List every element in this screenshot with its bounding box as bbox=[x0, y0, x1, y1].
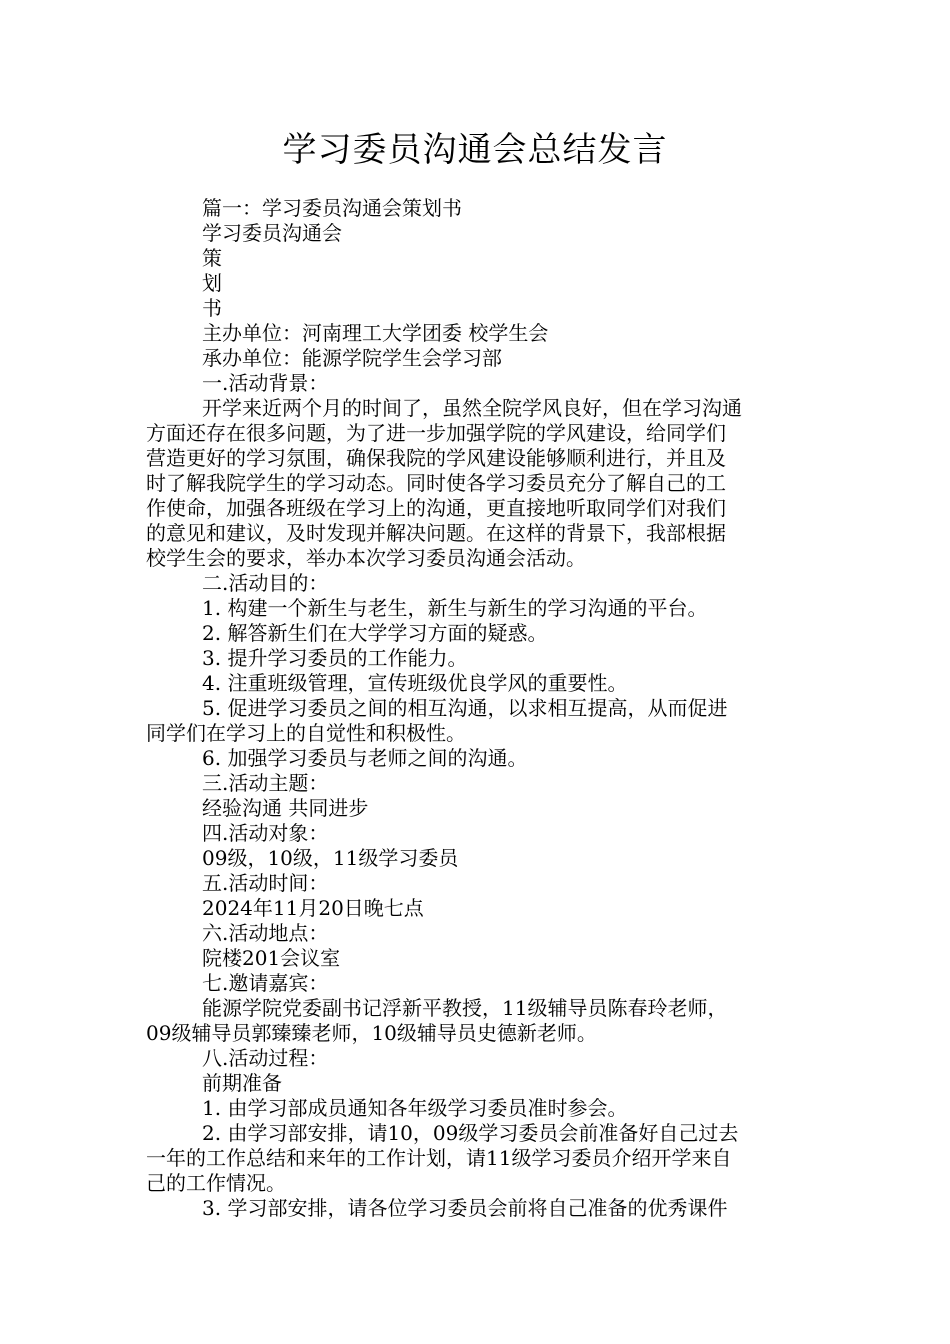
section-heading: 四.活动对象： bbox=[202, 821, 329, 845]
list-item: 6. 加强学习委员与老师之间的沟通。 bbox=[202, 746, 528, 770]
list-item: 2. 由学习部安排，请10，09级学习委员会前准备好自己过去 bbox=[202, 1121, 739, 1145]
paragraph-line: 校学生会的要求，举办本次学习委员沟通会活动。 bbox=[146, 546, 586, 570]
text-line: 学习委员沟通会 bbox=[202, 221, 342, 245]
list-item: 1. 由学习部成员通知各年级学习委员准时参会。 bbox=[202, 1096, 628, 1120]
section-heading: 六.活动地点： bbox=[202, 921, 329, 945]
section-heading: 二.活动目的： bbox=[202, 571, 329, 595]
list-item-continuation: 一年的工作总结和来年的工作计划，请11级学习委员介绍开学来自 bbox=[146, 1146, 732, 1170]
text-line: 2024年11月20日晚七点 bbox=[202, 896, 424, 920]
text-line: 主办单位：河南理工大学团委 校学生会 bbox=[202, 321, 549, 345]
paragraph-line: 09级辅导员郭臻臻老师，10级辅导员史德新老师。 bbox=[146, 1021, 597, 1045]
list-item-continuation: 己的工作情况。 bbox=[146, 1171, 286, 1195]
paragraph-line: 开学来近两个月的时间了，虽然全院学风良好，但在学习沟通 bbox=[202, 396, 742, 420]
list-item: 3. 学习部安排，请各位学习委员会前将自己准备的优秀课件 bbox=[202, 1196, 728, 1220]
paragraph-line: 营造更好的学习氛围，确保我院的学风建设能够顺利进行，并且及 bbox=[146, 446, 726, 470]
document-title: 学习委员沟通会总结发言 bbox=[282, 130, 668, 170]
text-line: 划 bbox=[202, 271, 222, 295]
text-line: 策 bbox=[202, 246, 222, 270]
section-heading: 五.活动时间： bbox=[202, 871, 329, 895]
text-line: 承办单位：能源学院学生会学习部 bbox=[202, 346, 502, 370]
list-item: 1. 构建一个新生与老生，新生与新生的学习沟通的平台。 bbox=[202, 596, 708, 620]
text-line: 书 bbox=[202, 296, 222, 320]
paragraph-line: 能源学院党委副书记浮新平教授，11级辅导员陈春玲老师， bbox=[202, 996, 728, 1020]
section-heading: 七.邀请嘉宾： bbox=[202, 971, 329, 995]
list-item: 2. 解答新生们在大学学习方面的疑惑。 bbox=[202, 621, 548, 645]
section-heading: 一.活动背景： bbox=[202, 371, 329, 395]
paragraph-line: 的意见和建议，及时发现并解决问题。在这样的背景下，我部根据 bbox=[146, 521, 726, 545]
section-heading: 八.活动过程： bbox=[202, 1046, 329, 1070]
text-line: 前期准备 bbox=[202, 1071, 282, 1095]
list-item: 5. 促进学习委员之间的相互沟通，以求相互提高，从而促进 bbox=[202, 696, 728, 720]
list-item: 3. 提升学习委员的工作能力。 bbox=[202, 646, 468, 670]
paragraph-line: 方面还存在很多问题，为了进一步加强学院的学风建设，给同学们 bbox=[146, 421, 726, 445]
paragraph-line: 时了解我院学生的学习动态。同时使各学习委员充分了解自己的工 bbox=[146, 471, 726, 495]
text-line: 经验沟通 共同进步 bbox=[202, 796, 369, 820]
text-line: 篇一：学习委员沟通会策划书 bbox=[202, 196, 462, 220]
text-line: 09级，10级，11级学习委员 bbox=[202, 846, 459, 870]
paragraph-line: 作使命，加强各班级在学习上的沟通，更直接地听取同学们对我们 bbox=[146, 496, 726, 520]
section-heading: 三.活动主题： bbox=[202, 771, 329, 795]
document-body bbox=[146, 196, 806, 1221]
list-item-continuation: 同学们在学习上的自觉性和积极性。 bbox=[146, 721, 466, 745]
list-item: 4. 注重班级管理，宣传班级优良学风的重要性。 bbox=[202, 671, 628, 695]
text-line: 院楼201会议室 bbox=[202, 946, 341, 970]
